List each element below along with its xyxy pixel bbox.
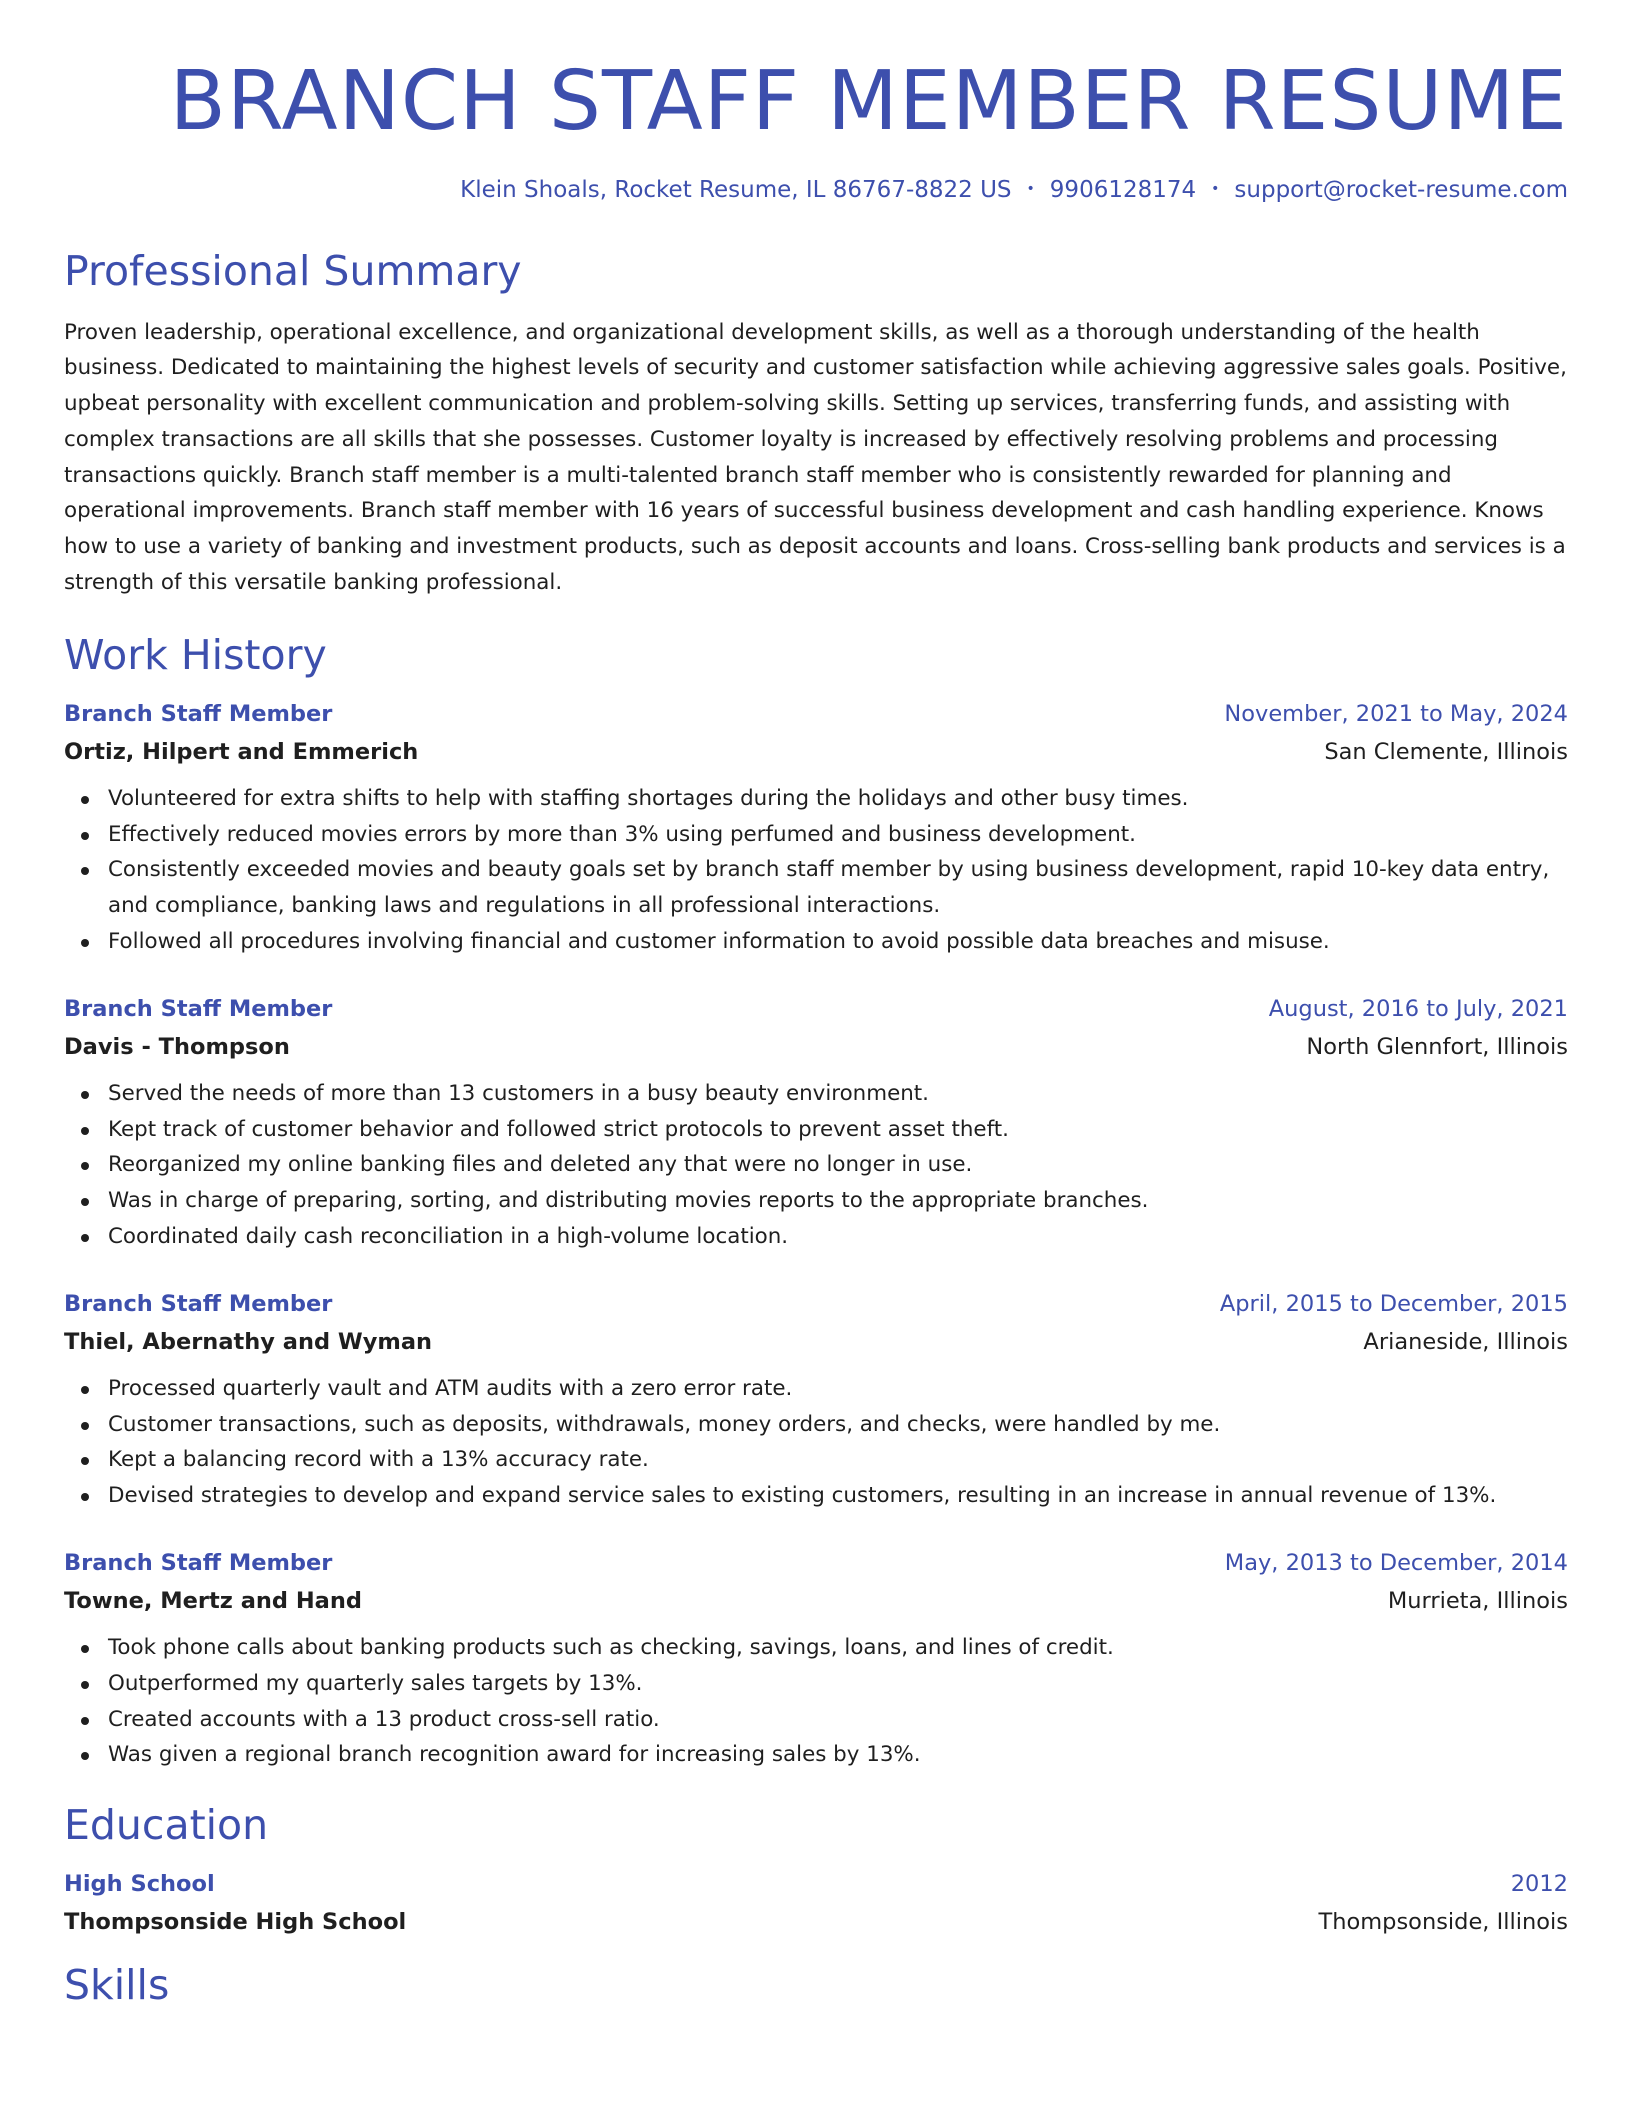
work-history-section [64, 629, 1568, 1773]
job-bullet: Kept a balancing record with a 13% accuracy rate. [64, 1442, 1568, 1478]
job-location: San Clemente, Illinois [1324, 738, 1568, 765]
job-bullet: Consistently exceeded movies and beauty goals set by branch staff member by using business development, rapid 10-key data entry, and compliance, banking laws and regulations in all professional interactions. [64, 852, 1568, 924]
summary-text: Proven leadership, operational excellence, and organizational development skills, as well as a thorough understanding of the health business. Dedicated to maintaining the highest levels of security and customer satisfaction while achieving aggressive sales goals. Positive, upbeat personality with excellent communication and problem-solving skills. Setting up services, transferring funds, and assisting with complex transactions are all skills that she possesses. Customer loyalty is increased by effectively resolving problems and processing transactions quickly. Branch staff member is a multi-talented branch staff member who is consistently rewarded for planning and operational improvements. Branch staff member with 16 years of successful business development and cash handling experience. Knows how to use a variety of banking and investment products, such as deposit accounts and loans. Cross-selling bank products and services is a strength of this versatile banking professional. [64, 319, 1567, 596]
job-bullet: Effectively reduced movies errors by more than 3% using perfumed and business development. [64, 817, 1568, 853]
job-title: Branch Staff Member [64, 1290, 333, 1317]
contact-address: Klein Shoals, Rocket Resume, IL 86767-8822 US [460, 177, 1012, 203]
resume-header [64, 0, 1568, 207]
resume-title: BRANCH STAFF MEMBER RESUME [169, 54, 1568, 149]
school-location: Thompsonside, Illinois [1318, 1909, 1568, 1936]
school-name: Thompsonside High School [64, 1909, 407, 1936]
contact-phone[interactable]: 9906128174 [1049, 177, 1197, 203]
job-dates: November, 2021 to May, 2024 [1224, 700, 1568, 727]
job-title: Branch Staff Member [64, 1550, 333, 1577]
job-bullet-list [64, 1371, 1568, 1514]
job-bullet: Was in charge of preparing, sorting, and distributing movies reports to the appropriate branches. [64, 1183, 1568, 1219]
job-bullet: Devised strategies to develop and expand service sales to existing customers, resulting in an increase in annual revenue of 13%. [64, 1478, 1568, 1514]
job-location: Murrieta, Illinois [1387, 1588, 1568, 1615]
job-location: Arianeside, Illinois [1363, 1328, 1568, 1355]
job-entry [64, 1544, 1568, 1773]
skills-section [64, 1959, 1568, 2011]
education-entry [64, 1865, 1568, 1941]
contact-email[interactable]: support@rocket-resume.com [1234, 177, 1568, 203]
education-section [64, 1799, 1568, 1941]
job-bullet: Coordinated daily cash reconciliation in a high-volume location. [64, 1219, 1568, 1255]
job-location: North Glennfort, Illinois [1306, 1033, 1568, 1060]
job-title: Branch Staff Member [64, 700, 333, 727]
degree: High School [64, 1871, 215, 1898]
job-entry [64, 695, 1568, 960]
job-bullet: Followed all procedures involving financial and customer information to avoid possible data breaches and misuse. [64, 924, 1568, 960]
job-bullet: Kept track of customer behavior and followed strict protocols to prevent asset theft. [64, 1112, 1568, 1148]
job-dates: May, 2013 to December, 2014 [1224, 1550, 1568, 1577]
job-dates: August, 2016 to July, 2021 [1268, 995, 1568, 1022]
job-bullet: Served the needs of more than 13 customers in a busy beauty environment. [64, 1076, 1568, 1112]
employer-name: Towne, Mertz and Hand [64, 1588, 362, 1615]
job-bullet: Reorganized my online banking files and deleted any that were no longer in use. [64, 1147, 1568, 1183]
section-heading-work-history: Work History [64, 630, 327, 679]
job-bullet: Created accounts with a 13 product cross-sell ratio. [64, 1702, 1568, 1738]
professional-summary-section [64, 245, 1568, 601]
job-entry [64, 1285, 1568, 1514]
graduation-year: 2012 [1510, 1871, 1568, 1898]
job-bullet-list [64, 1076, 1568, 1255]
section-heading-education: Education [64, 1801, 269, 1850]
job-bullet: Processed quarterly vault and ATM audits with a zero error rate. [64, 1371, 1568, 1407]
job-title: Branch Staff Member [64, 995, 333, 1022]
job-bullet: Was given a regional branch recognition award for increasing sales by 13%. [64, 1737, 1568, 1773]
job-bullet: Volunteered for extra shifts to help with staffing shortages during the holidays and other busy times. [64, 781, 1568, 817]
job-dates: April, 2015 to December, 2015 [1219, 1290, 1568, 1317]
section-heading-skills: Skills [64, 1961, 170, 2010]
job-bullet-list [64, 1630, 1568, 1773]
job-bullet: Took phone calls about banking products such as checking, savings, loans, and lines of credit. [64, 1630, 1568, 1666]
employer-name: Davis - Thompson [64, 1033, 290, 1060]
job-bullet: Customer transactions, such as deposits, withdrawals, money orders, and checks, were handled by me. [64, 1407, 1568, 1443]
contact-info [64, 174, 1568, 207]
job-bullet-list [64, 781, 1568, 960]
contact-separator: • [1026, 180, 1035, 197]
section-heading-summary: Professional Summary [64, 246, 522, 295]
job-entry [64, 990, 1568, 1255]
employer-name: Ortiz, Hilpert and Emmerich [64, 738, 419, 765]
job-bullet: Outperformed my quarterly sales targets by 13%. [64, 1666, 1568, 1702]
contact-separator: • [1211, 180, 1220, 197]
employer-name: Thiel, Abernathy and Wyman [64, 1328, 433, 1355]
